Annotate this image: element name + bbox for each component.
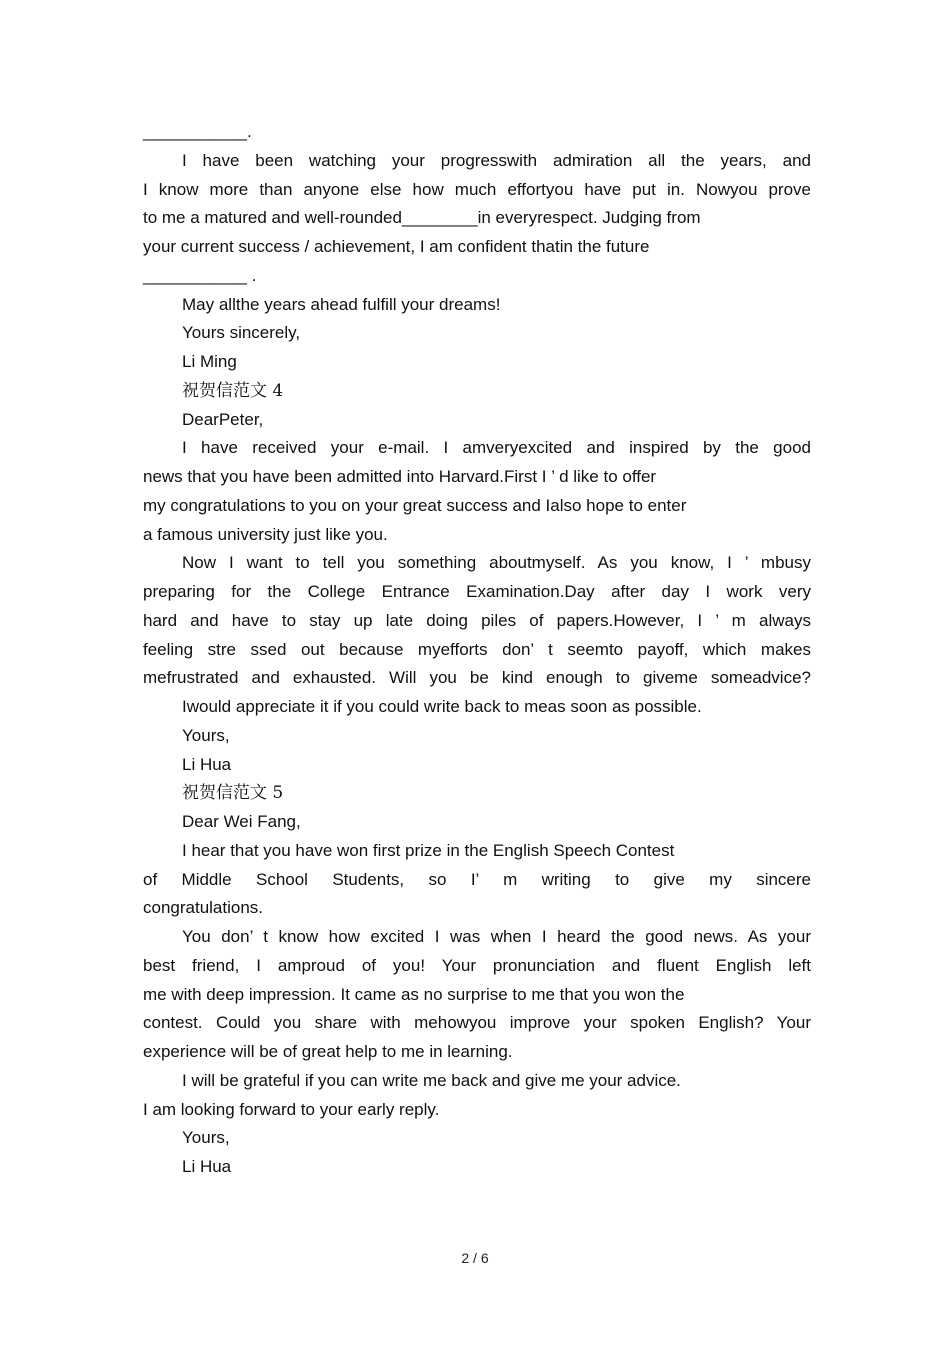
blank-line: ___________. [143, 122, 252, 141]
section-heading: 祝贺信范文 4 [182, 380, 284, 401]
paragraph-line: a famous university just like you. [143, 524, 388, 544]
section-heading: 祝贺信范文 5 [182, 783, 284, 804]
paragraph-line: my congratulations to you on your great success and Ialso hope to enter [143, 495, 687, 515]
paragraph-line: You don’ t know how excited I was when I heard the good news. As your [182, 927, 811, 946]
sign-off: Yours, [182, 725, 230, 745]
paragraph-line: feeling stre ssed out because myefforts don’ t seemto payoff, which makes [143, 639, 811, 659]
paragraph-line: I hear that you have won first prize in the English Speech Contest [182, 840, 675, 860]
paragraph-line: your current success / achievement, I am confident thatin the future [143, 237, 650, 256]
paragraph-line: I know more than anyone else how much effortyou have put in. Nowyou prove [143, 179, 811, 199]
paragraph-line: best friend, I amproud of you! Your pronunciation and fluent English left [143, 955, 811, 975]
paragraph-line: Now I want to tell you something aboutmyself. As you know, I ’ mbusy [182, 553, 811, 573]
paragraph-line: me with deep impression. It came as no surprise to me that you won the [143, 984, 685, 1004]
signature: Li Ming [182, 352, 237, 371]
paragraph-line: of Middle School Students, so I’ m writing to give my sincere [143, 869, 811, 889]
paragraph-line: experience will be of great help to me in learning. [143, 1042, 513, 1061]
paragraph-line: preparing for the College Entrance Examination.Day after day I work very [143, 582, 811, 601]
paragraph-line: to me a matured and well-rounded________in everyrespect. Judging from [143, 208, 701, 228]
signature: Li Hua [182, 1157, 232, 1176]
paragraph-line: I am looking forward to your early reply. [143, 1099, 440, 1119]
sign-off: Yours, [182, 1128, 230, 1148]
page-number: 2 / 6 [461, 1250, 489, 1266]
paragraph-line: I have been watching your progresswith admiration all the years, and [182, 150, 811, 170]
letter-body [143, 118, 811, 1182]
salutation: Dear Wei Fang, [182, 812, 301, 831]
blank-line: ___________ . [143, 265, 257, 285]
paragraph-line: Iwould appreciate it if you could write back to meas soon as possible. [182, 697, 702, 716]
paragraph-line: contest. Could you share with mehowyou improve your spoken English? Your [143, 1013, 811, 1033]
closing-wish: May allthe years ahead fulfill your dreams! [182, 294, 501, 314]
sign-off: Yours sincerely, [182, 323, 301, 343]
paragraph-line: I have received your e-mail. I amveryexcited and inspired by the good [182, 438, 811, 458]
paragraph-line: mefrustrated and exhausted. Will you be kind enough to giveme someadvice? [143, 668, 811, 688]
salutation: DearPeter, [182, 409, 264, 429]
signature: Li Hua [182, 754, 232, 774]
paragraph-line: news that you have been admitted into Harvard.First I ’ d like to offer [143, 467, 657, 486]
paragraph-line: congratulations. [143, 898, 264, 918]
paragraph-line: I will be grateful if you can write me back and give me your advice. [182, 1070, 681, 1090]
paragraph-line: hard and have to stay up late doing piles of papers.However, I ’ m always [143, 610, 811, 630]
